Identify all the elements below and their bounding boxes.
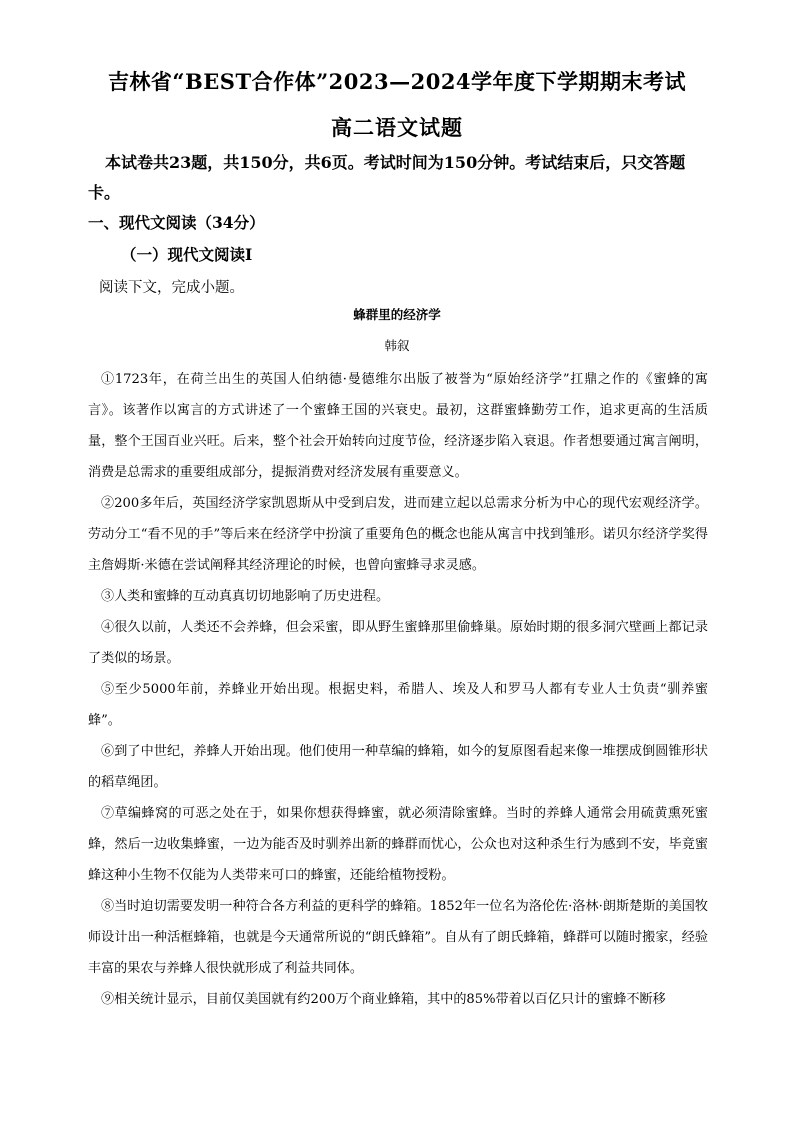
exam-title: 吉林省“BEST合作体”2023—2024学年度下学期期末考试 — [107, 69, 687, 94]
exam-subtitle: 高二语文试题 — [331, 115, 463, 140]
article-paragraph-2: ②200多年后，英国经济学家凯恩斯从中受到启发，进而建立起以总需求分析为中心的现代宏观经济学。劳动分工“看不见的手”等后来在经济学中扮演了重要角色的概念也能从寓言中找到雏形。诺贝尔经济学奖得主詹姆斯·米德在尝试阐释其经济理论的时候，也曾向蜜蜂寻求灵感。 — [88, 496, 708, 573]
exam-intro: 本试卷共23题，共150分，共6页。考试时间为150分钟。考试结束后，只交答题卡。 — [88, 153, 686, 202]
article-title: 蜂群里的经济学 — [353, 307, 441, 322]
article-paragraph-6: ⑥到了中世纪，养蜂人开始出现。他们使用一种草编的蜂箱，如今的复原图看起来像一堆摆成倒圆锥形状的稻草绳团。 — [88, 744, 708, 790]
article-paragraph-8: ⑧当时迫切需要发明一种符合各方利益的更科学的蜂箱。1852年一位名为洛伦佐·洛林·朗斯楚斯的美国牧师设计出一种活框蜂箱，也就是今天通常所说的“朗氏蜂箱”。自从有了朗氏蜂箱，蜂群可以随时搬家，经验丰富的果农与养蜂人很快就形成了利益共同体。 — [88, 899, 708, 976]
section-subheading: （一）现代文阅读Ⅰ — [121, 245, 253, 264]
article-body — [88, 364, 708, 1015]
article-author: 韩叙 — [384, 338, 410, 353]
article-paragraph-5: ⑤至少5000年前，养蜂业开始出现。根据史料，希腊人、埃及人和罗马人都有专业人士负责“驯养蜜蜂”。 — [88, 682, 708, 728]
article-paragraph-7: ⑦草编蜂窝的可恶之处在于，如果你想获得蜂蜜，就必须清除蜜蜂。当时的养蜂人通常会用硫黄熏死蜜蜂，然后一边收集蜂蜜，一边为能否及时驯养出新的蜂群而忧心，公众也对这种杀生行为感到不安，毕竟蜜蜂这种小生物不仅能为人类带来可口的蜂蜜，还能给植物授粉。 — [88, 806, 708, 883]
article-paragraph-9: ⑨相关统计显示，目前仅美国就有约200万个商业蜂箱，其中的85%带着以百亿只计的蜜蜂不断移 — [101, 992, 666, 1007]
reading-instruction: 阅读下文，完成小题。 — [99, 280, 244, 296]
article-paragraph-3: ③人类和蜜蜂的互动真真切切地影响了历史进程。 — [101, 589, 390, 604]
section-heading: 一、现代文阅读（34分） — [88, 213, 265, 232]
article-paragraph-4: ④很久以前，人类还不会养蜂，但会采蜜，即从野生蜜蜂那里偷蜂巢。原始时期的很多洞穴壁画上都记录了类似的场景。 — [88, 620, 708, 666]
article-paragraph-1: ①1723年，在荷兰出生的英国人伯纳德·曼德维尔出版了被誉为“原始经济学”扛鼎之作的《蜜蜂的寓言》。该著作以寓言的方式讲述了一个蜜蜂王国的兴衰史。最初，这群蜜蜂勤劳工作，追求更高的生活质量，整个王国百业兴旺。后来，整个社会开始转向过度节俭，经济逐步陷入衰退。作者想要通过寓言阐明，消费是总需求的重要组成部分，提振消费对经济发展有重要意义。 — [88, 372, 708, 480]
